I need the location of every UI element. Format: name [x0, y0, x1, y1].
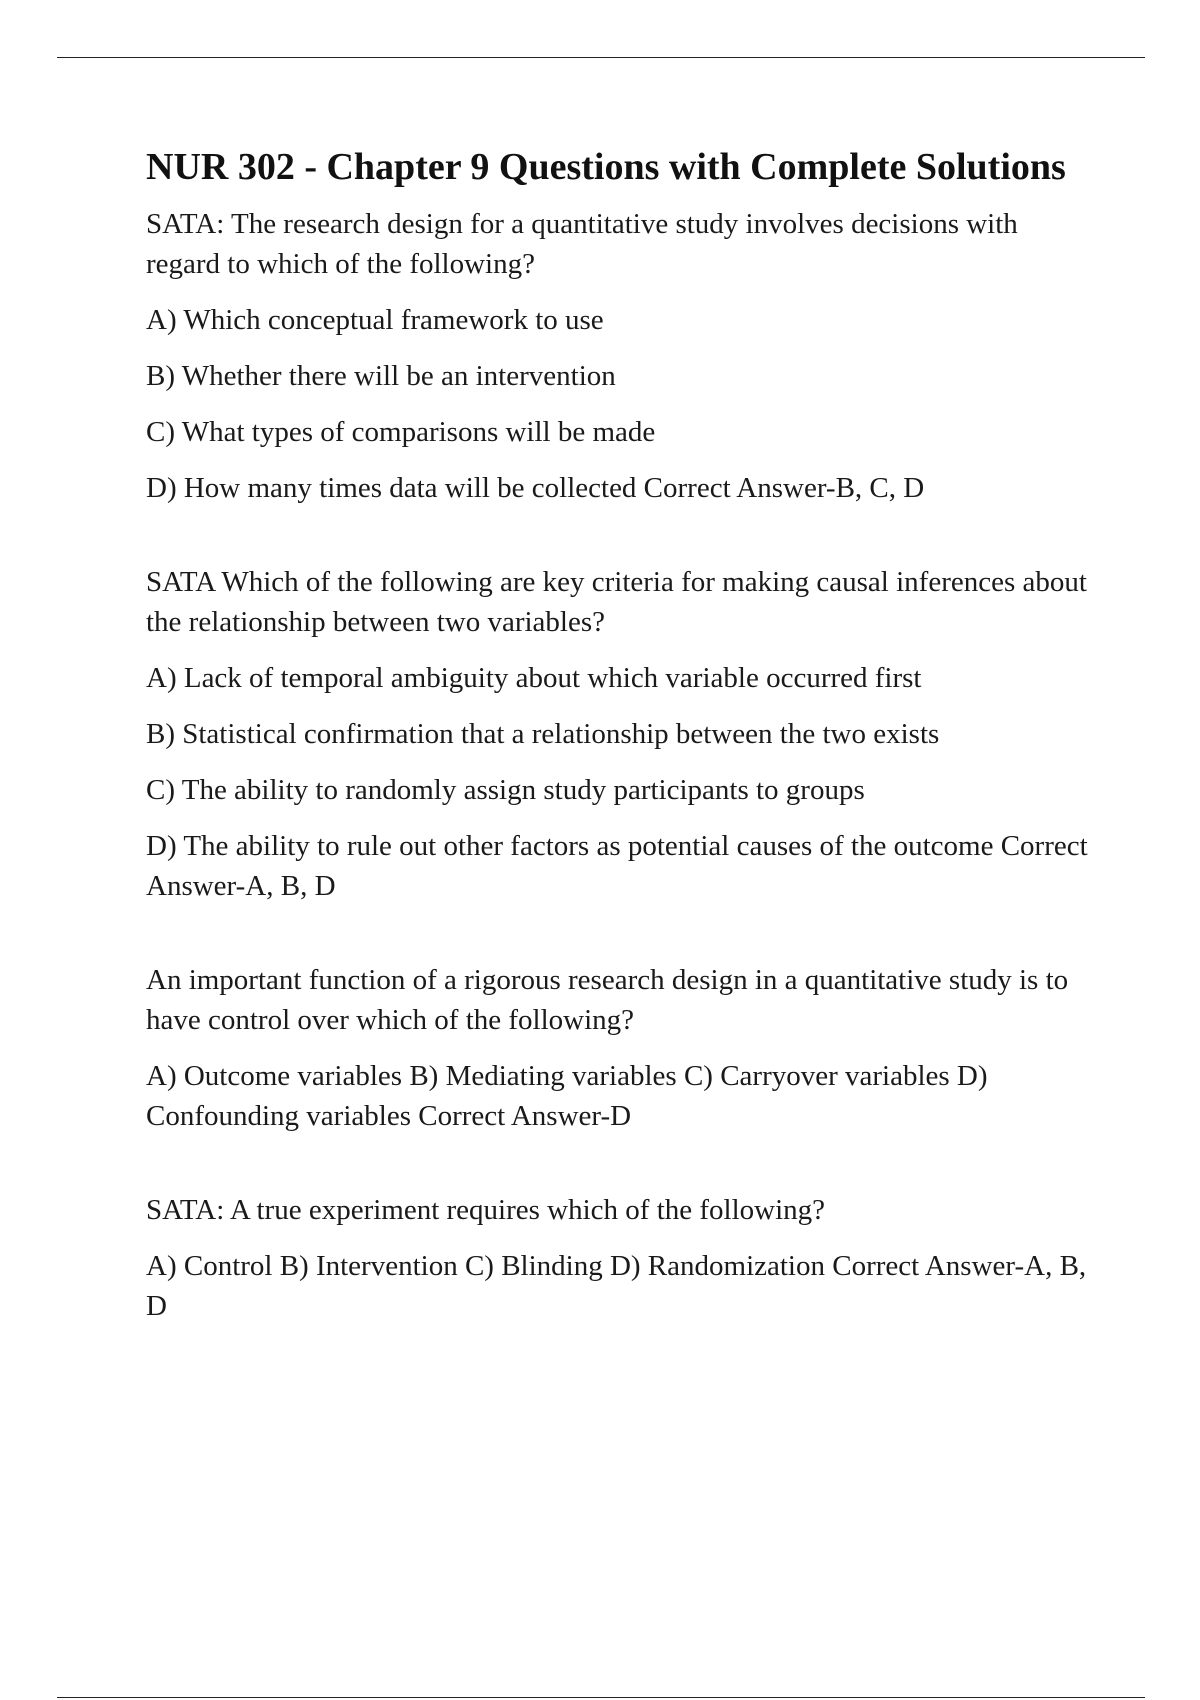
answer-option: D) The ability to rule out other factors as potential causes of the outcome Correct Answer-A, B, D	[146, 830, 1088, 902]
question-2	[146, 562, 1096, 906]
answer-option: A) Outcome variables B) Mediating variables C) Carryover variables D) Confounding variables Correct Answer-D	[146, 1060, 988, 1132]
answer-option: A) Which conceptual framework to use	[146, 304, 604, 336]
answer-option: B) Statistical confirmation that a relationship between the two exists	[146, 718, 940, 750]
question-4	[146, 1190, 1096, 1326]
answer-option: A) Control B) Intervention C) Blinding D) Randomization Correct Answer-A, B, D	[146, 1250, 1087, 1322]
question-1	[146, 204, 1096, 508]
document-body	[146, 142, 1096, 1326]
answer-option: C) What types of comparisons will be made	[146, 416, 656, 448]
answer-option: A) Lack of temporal ambiguity about which variable occurred first	[146, 662, 922, 694]
top-rule	[57, 57, 1145, 58]
question-prompt: An important function of a rigorous research design in a quantitative study is to have control over which of the following?	[146, 964, 1069, 1036]
answer-option: D) How many times data will be collected Correct Answer-B, C, D	[146, 472, 925, 504]
bottom-rule	[57, 1697, 1145, 1698]
page-title: NUR 302 - Chapter 9 Questions with Complete Solutions	[146, 146, 1066, 188]
question-prompt: SATA: The research design for a quantitative study involves decisions with regard to which of the following?	[146, 208, 1018, 280]
answer-option: C) The ability to randomly assign study participants to groups	[146, 774, 865, 806]
question-prompt: SATA Which of the following are key criteria for making causal inferences about the relationship between two variables?	[146, 566, 1087, 638]
question-3	[146, 960, 1096, 1136]
answer-option: B) Whether there will be an intervention	[146, 360, 616, 392]
question-prompt: SATA: A true experiment requires which of the following?	[146, 1194, 826, 1226]
